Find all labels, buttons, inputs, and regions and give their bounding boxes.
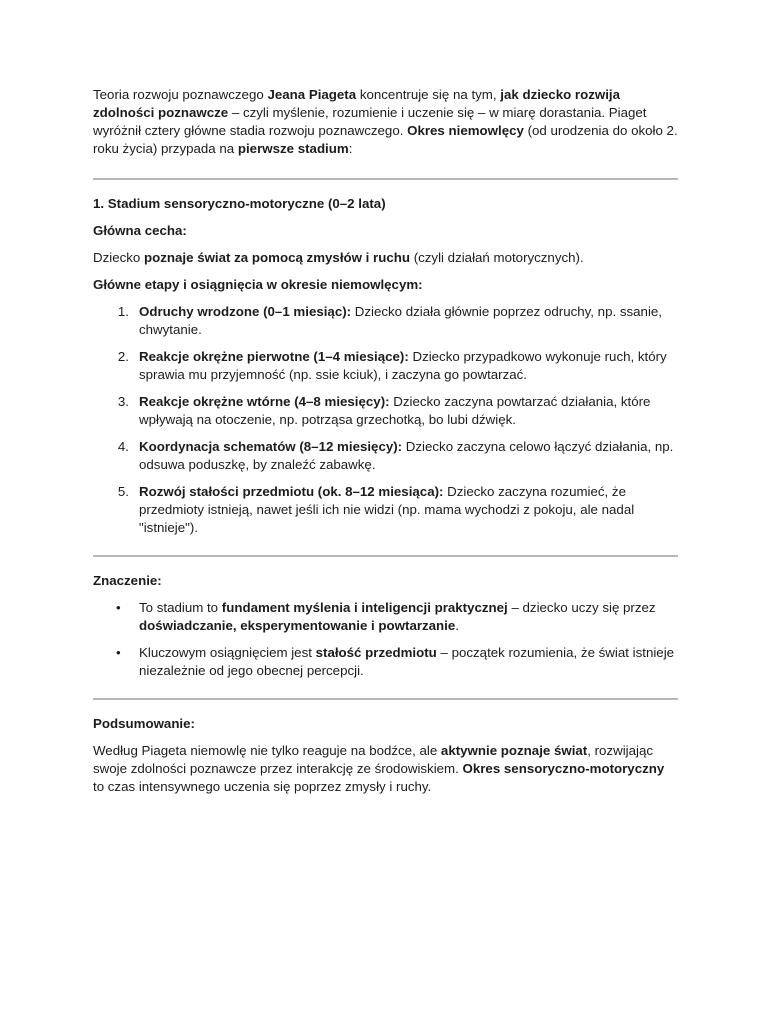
section-summary bbox=[93, 715, 678, 796]
feature-text: Dziecko poznaje świat za pomocą zmysłów i ruchu (czyli działań motorycznych). bbox=[93, 250, 584, 265]
bullet-icon: • bbox=[116, 600, 121, 615]
section-divider bbox=[93, 555, 678, 557]
intro-paragraph: Teoria rozwoju poznawczego Jeana Piageta koncentruje się na tym, jak dziecko rozwija zdolności poznawcze – czyli myślenie, rozumienie i uczenie się – w miarę dorastania. Piaget wyróżnił cztery główne stadia rozwoju poznawczego. Okres niemowlęcy (od urodzenia do około 2. roku życia) przypada na pierwsze stadium: bbox=[93, 87, 678, 156]
significance-list bbox=[93, 599, 678, 680]
feature-label: Główna cecha: bbox=[93, 223, 187, 238]
list-number: 2. bbox=[117, 349, 129, 364]
list-item-text: To stadium to fundament myślenia i inteligencji praktycznej – dziecko uczy się przez doświadczanie, eksperymentowanie i powtarzanie. bbox=[139, 600, 656, 633]
bullet-icon: • bbox=[116, 645, 121, 660]
stages-label: Główne etapy i osiągnięcia w okresie niemowlęcym: bbox=[93, 277, 423, 292]
list-item bbox=[93, 644, 678, 680]
section-sensorimotor bbox=[93, 195, 678, 537]
list-item bbox=[93, 393, 678, 429]
list-number: 3. bbox=[117, 394, 129, 409]
list-item bbox=[93, 483, 678, 537]
stages-list bbox=[93, 303, 678, 537]
section-heading: 1. Stadium sensoryczno-motoryczne (0–2 lata) bbox=[93, 196, 386, 211]
list-number: 5. bbox=[117, 484, 129, 499]
summary-label: Podsumowanie: bbox=[93, 716, 195, 731]
significance-label: Znaczenie: bbox=[93, 573, 162, 588]
list-item bbox=[93, 348, 678, 384]
list-number: 1. bbox=[117, 304, 129, 319]
list-item bbox=[93, 438, 678, 474]
list-item bbox=[93, 599, 678, 635]
section-divider bbox=[93, 178, 678, 180]
list-item-text: Koordynacja schematów (8–12 miesięcy): Dziecko zaczyna celowo łączyć działania, np. odsuwa poduszkę, by znaleźć zabawkę. bbox=[139, 439, 674, 472]
summary-text: Według Piageta niemowlę nie tylko reaguje na bodźce, ale aktywnie poznaje świat, rozwijając swoje zdolności poznawcze przez interakcję ze środowiskiem. Okres sensoryczno-motoryczny to czas intensywnego uczenia się poprzez zmysły i ruchy. bbox=[93, 743, 665, 794]
list-item-text: Rozwój stałości przedmiotu (ok. 8–12 miesiąca): Dziecko zaczyna rozumieć, że przedmioty istnieją, nawet jeśli ich nie widzi (np. mama wychodzi z pokoju, ale nadal "istnieje"). bbox=[139, 484, 635, 535]
document-content bbox=[93, 86, 678, 805]
list-item-text: Odruchy wrodzone (0–1 miesiąc): Dziecko działa głównie poprzez odruchy, np. ssanie, chwytanie. bbox=[139, 304, 662, 337]
list-item-text: Reakcje okrężne pierwotne (1–4 miesiące): Dziecko przypadkowo wykonuje ruch, który sprawia mu przyjemność (np. ssie kciuk), i zaczyna go powtarzać. bbox=[139, 349, 667, 382]
list-item-text: Kluczowym osiągnięciem jest stałość przedmiotu – początek rozumienia, że świat istnieje niezależnie od jego obecnej percepcji. bbox=[139, 645, 675, 678]
section-divider bbox=[93, 698, 678, 700]
list-item-text: Reakcje okrężne wtórne (4–8 miesięcy): Dziecko zaczyna powtarzać działania, które wpływają na otoczenie, np. potrząsa grzechotką, bo lubi dźwięk. bbox=[139, 394, 651, 427]
list-number: 4. bbox=[117, 439, 129, 454]
list-item bbox=[93, 303, 678, 339]
section-significance bbox=[93, 572, 678, 680]
